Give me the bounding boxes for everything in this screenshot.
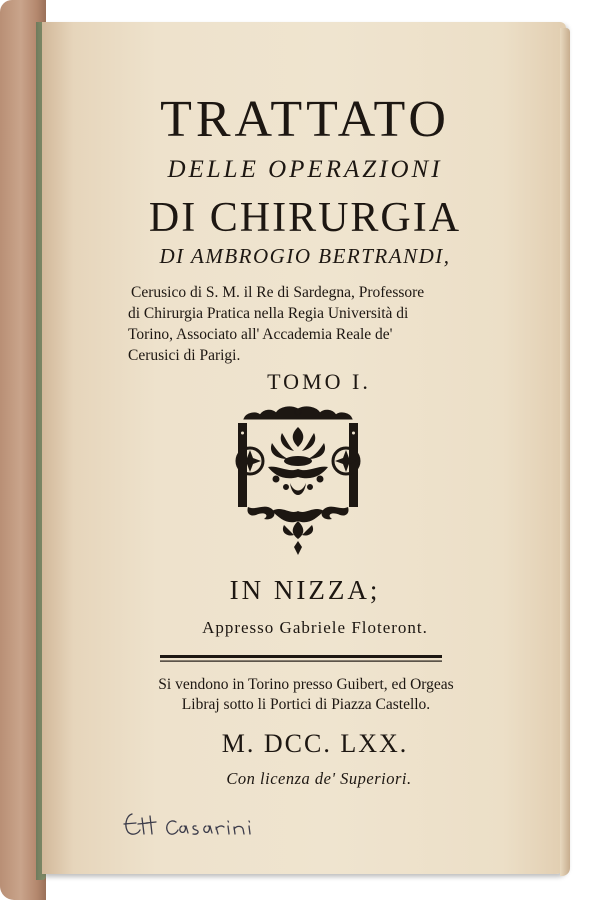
double-rule-divider <box>160 654 442 664</box>
imprint-place: IN NIZZA; <box>229 575 381 605</box>
publication-year: M. DCC. LXX. <box>221 729 409 758</box>
volume-label: TOMO I. <box>267 369 371 394</box>
book-subtitle: DELLE OPERAZIONI <box>167 156 443 183</box>
licence-note: Con licenza de' Superiori. <box>226 769 412 788</box>
printers-ornament-icon <box>228 403 368 558</box>
author-line: DI AMBROGIO BERTRANDI, <box>159 244 451 268</box>
author-affiliation <box>128 282 528 366</box>
page-edge <box>560 28 570 876</box>
handwritten-signature <box>118 808 268 852</box>
affiliation-line: Cerusico di S. M. il Re di Sardegna, Professore <box>131 284 425 301</box>
affiliation-line: di Chirurgia Pratica nella Regia Università di <box>128 305 409 322</box>
affiliation-line: Cerusici di Parigi. <box>128 347 241 364</box>
printer-name: Appresso Gabriele Floteront. <box>202 618 428 637</box>
bookseller-note <box>106 675 506 715</box>
bookseller-line: Libraj sotto li Portici di Piazza Castello. <box>181 696 431 713</box>
book-title: TRATTATO <box>160 91 450 148</box>
bookseller-line: Si vendono in Torino presso Guibert, ed Orgeas <box>158 676 454 693</box>
book-title-continued: DI CHIRURGIA <box>148 195 462 241</box>
affiliation-line: Torino, Associato all' Accademia Reale de' <box>128 326 393 343</box>
